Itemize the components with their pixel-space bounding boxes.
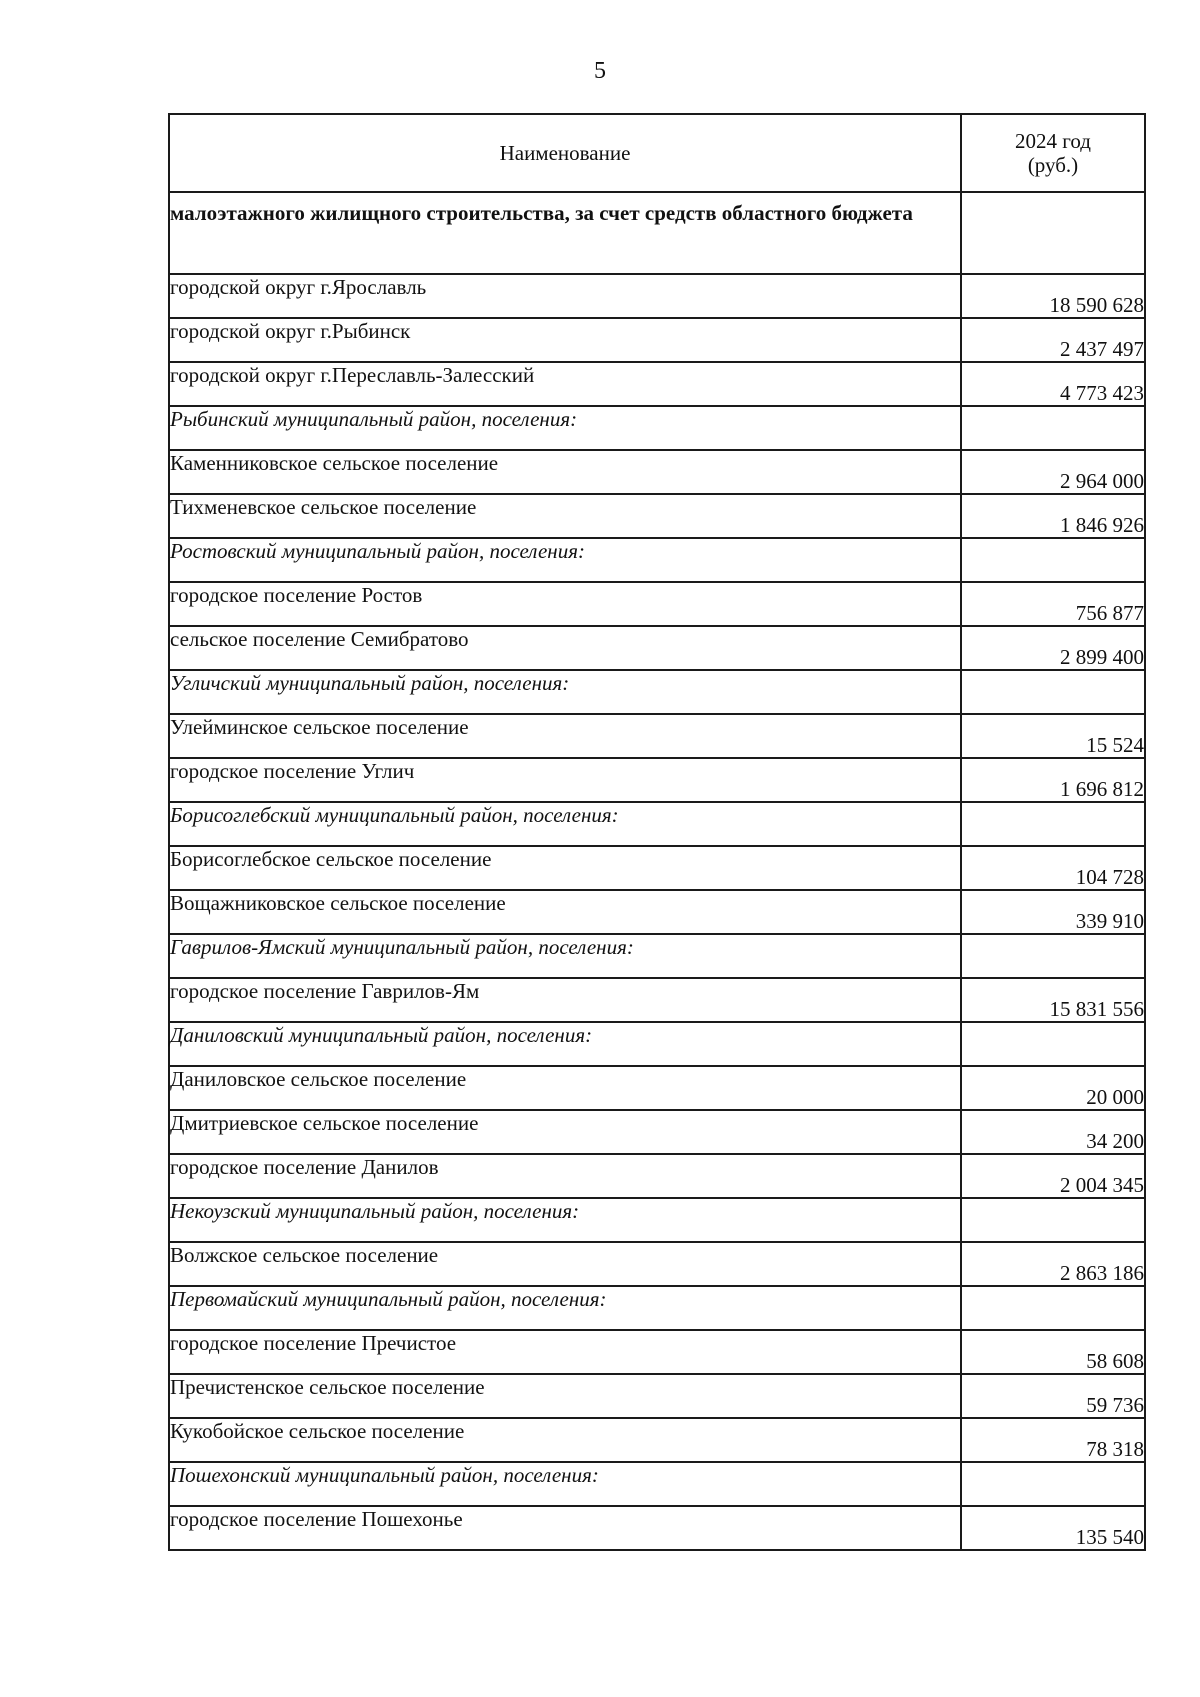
- row-name-cell: городское поселение Углич: [169, 758, 961, 802]
- row-value-cell: [961, 670, 1145, 714]
- row-name-cell: Пречистенское сельское поселение: [169, 1374, 961, 1418]
- district-header-row: [169, 538, 1145, 582]
- row-value-cell: 59 736: [961, 1374, 1145, 1418]
- row-value-cell: [961, 1286, 1145, 1330]
- row-value-cell: [961, 1022, 1145, 1066]
- table-row: [169, 450, 1145, 494]
- row-value-cell: 339 910: [961, 890, 1145, 934]
- page-number: 5: [594, 58, 606, 84]
- row-name-cell: Улейминское сельское поселение: [169, 714, 961, 758]
- row-value-cell: 18 590 628: [961, 274, 1145, 318]
- table-row: [169, 626, 1145, 670]
- row-name-cell: Борисоглебский муниципальный район, поселения:: [169, 802, 961, 846]
- row-value-cell: 756 877: [961, 582, 1145, 626]
- row-name-cell: Ростовский муниципальный район, поселения:: [169, 538, 961, 582]
- row-name-cell: Вощажниковское сельское поселение: [169, 890, 961, 934]
- table-row: [169, 890, 1145, 934]
- row-value-cell: 2 899 400: [961, 626, 1145, 670]
- row-value-cell: [961, 802, 1145, 846]
- row-value-cell: 2 004 345: [961, 1154, 1145, 1198]
- row-name-cell: городское поселение Гаврилов-Ям: [169, 978, 961, 1022]
- row-name-cell: Каменниковское сельское поселение: [169, 450, 961, 494]
- table-row: [169, 1418, 1145, 1462]
- district-header-row: [169, 670, 1145, 714]
- table-row: [169, 494, 1145, 538]
- table-row: [169, 1154, 1145, 1198]
- row-value-cell: [961, 538, 1145, 582]
- row-name-cell: городской округ г.Переславль-Залесский: [169, 362, 961, 406]
- row-name-cell: Первомайский муниципальный район, поселения:: [169, 1286, 961, 1330]
- table-row: [169, 582, 1145, 626]
- row-name-cell: Волжское сельское поселение: [169, 1242, 961, 1286]
- district-header-row: [169, 1462, 1145, 1506]
- row-name-cell: Рыбинский муниципальный район, поселения:: [169, 406, 961, 450]
- row-name-cell: Тихменевское сельское поселение: [169, 494, 961, 538]
- row-value-cell: 2 437 497: [961, 318, 1145, 362]
- table-row: [169, 846, 1145, 890]
- district-header-row: [169, 1022, 1145, 1066]
- table-body: [169, 192, 1145, 1550]
- row-value-cell: [961, 1462, 1145, 1506]
- row-name-cell: Борисоглебское сельское поселение: [169, 846, 961, 890]
- row-name-cell: Угличский муниципальный район, поселения:: [169, 670, 961, 714]
- row-value-cell: 2 964 000: [961, 450, 1145, 494]
- district-header-row: [169, 1286, 1145, 1330]
- header-year: [961, 114, 1145, 192]
- section-header-row: [169, 192, 1145, 274]
- row-name-cell: городское поселение Ростов: [169, 582, 961, 626]
- table-row: [169, 1374, 1145, 1418]
- row-name-cell: Дмитриевское сельское поселение: [169, 1110, 961, 1154]
- row-value-cell: 104 728: [961, 846, 1145, 890]
- row-value-cell: [961, 1198, 1145, 1242]
- table-row: [169, 978, 1145, 1022]
- row-name-cell: городской округ г.Рыбинск: [169, 318, 961, 362]
- row-value-cell: 15 831 556: [961, 978, 1145, 1022]
- header-name: Наименование: [169, 114, 961, 192]
- table-row: [169, 1066, 1145, 1110]
- row-name-cell: городское поселение Пречистое: [169, 1330, 961, 1374]
- table-row: [169, 1506, 1145, 1550]
- table-row: [169, 274, 1145, 318]
- row-name-cell: городское поселение Пошехонье: [169, 1506, 961, 1550]
- table-row: [169, 362, 1145, 406]
- row-value-cell: 1 846 926: [961, 494, 1145, 538]
- row-name-cell: Пошехонский муниципальный район, поселения:: [169, 1462, 961, 1506]
- row-name-cell: городское поселение Данилов: [169, 1154, 961, 1198]
- district-header-row: [169, 802, 1145, 846]
- district-header-row: [169, 1198, 1145, 1242]
- table-row: [169, 1242, 1145, 1286]
- row-value-cell: 1 696 812: [961, 758, 1145, 802]
- row-name-cell: сельское поселение Семибратово: [169, 626, 961, 670]
- row-value-cell: 58 608: [961, 1330, 1145, 1374]
- row-value-cell: [961, 934, 1145, 978]
- row-value-cell: 2 863 186: [961, 1242, 1145, 1286]
- table-row: [169, 318, 1145, 362]
- row-name-cell: Даниловское сельское поселение: [169, 1066, 961, 1110]
- row-value-cell: [961, 192, 1145, 274]
- row-value-cell: 4 773 423: [961, 362, 1145, 406]
- district-header-row: [169, 406, 1145, 450]
- header-year-label: 2024 год: [1015, 129, 1091, 153]
- row-value-cell: [961, 406, 1145, 450]
- row-name-cell: Даниловский муниципальный район, поселения:: [169, 1022, 961, 1066]
- row-name-cell: городской округ г.Ярославль: [169, 274, 961, 318]
- header-unit-label: (руб.): [1027, 153, 1079, 177]
- district-header-row: [169, 934, 1145, 978]
- budget-table: [168, 113, 1146, 1551]
- row-value-cell: 135 540: [961, 1506, 1145, 1550]
- row-name-cell: Гаврилов-Ямский муниципальный район, поселения:: [169, 934, 961, 978]
- row-value-cell: 78 318: [961, 1418, 1145, 1462]
- row-value-cell: 34 200: [961, 1110, 1145, 1154]
- table-header-row: [169, 114, 1145, 192]
- row-value-cell: 20 000: [961, 1066, 1145, 1110]
- table-row: [169, 1110, 1145, 1154]
- table-row: [169, 758, 1145, 802]
- row-value-cell: 15 524: [961, 714, 1145, 758]
- row-name-cell: Некоузский муниципальный район, поселения:: [169, 1198, 961, 1242]
- row-name-cell: малоэтажного жилищного строительства, за счет средств областного бюджета: [169, 192, 961, 274]
- table-row: [169, 714, 1145, 758]
- table-row: [169, 1330, 1145, 1374]
- row-name-cell: Кукобойское сельское поселение: [169, 1418, 961, 1462]
